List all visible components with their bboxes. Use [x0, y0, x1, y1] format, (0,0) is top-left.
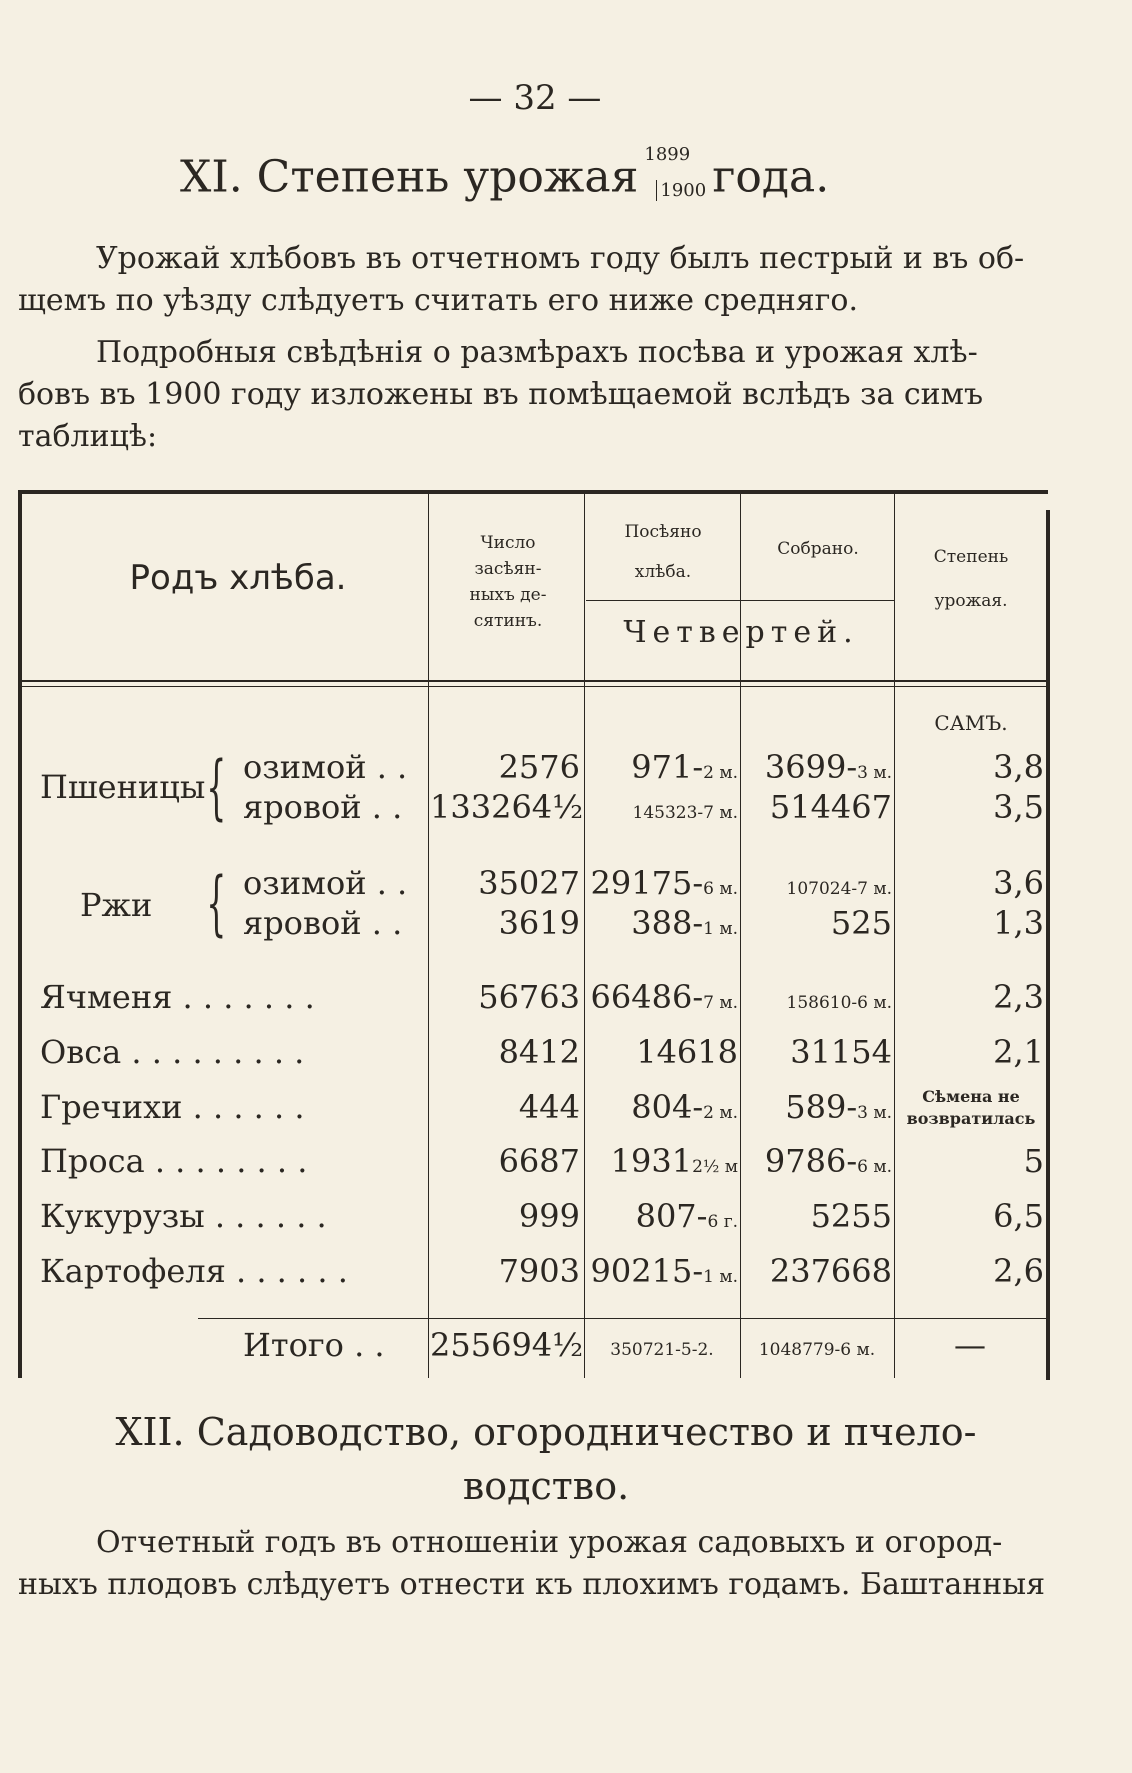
brace-icon: { [206, 862, 227, 944]
cell-sown-unit: 1 м. [703, 1267, 738, 1287]
cell-sown-value: 388- [631, 904, 704, 942]
row-label: Картофеля . . . . . . [40, 1252, 348, 1290]
cell-yield: 2,1 [993, 1033, 1044, 1071]
cell-sown [586, 748, 738, 786]
col-divider [584, 490, 585, 1378]
row-label: Ячменя . . . . . . . [40, 978, 315, 1016]
cell-collected-value: 3699- [764, 748, 858, 786]
cell-area: 444 [518, 1088, 580, 1126]
cell-yield: 3,5 [993, 788, 1044, 826]
col-divider [894, 490, 895, 1378]
header-yield [898, 535, 1044, 623]
cell-collected-unit: 3 м. [857, 1103, 892, 1123]
header-area [438, 530, 578, 634]
cell-sown [586, 1197, 738, 1235]
cell-area: 7903 [498, 1252, 580, 1290]
cell-area: 2576 [498, 748, 580, 786]
header-yield-line: Степень [933, 547, 1009, 567]
paragraph-line: Урожай хлѣбовъ въ отчетномъ году былъ пестрый и въ об- [96, 241, 1025, 276]
cell-area: 133264½ [430, 788, 584, 826]
header-bottom-rule [18, 680, 1050, 682]
row-label: Овса . . . . . . . . . [40, 1033, 305, 1071]
header-crop: Родъ хлѣба. [129, 558, 347, 598]
paragraph-line: Отчетный годъ въ отношеніи урожая садовыхъ и огород- [96, 1525, 1003, 1560]
cell-collected [742, 1142, 892, 1180]
cell-sown-value: 14618 [636, 1033, 738, 1071]
header-collected: Собрано. [777, 539, 859, 559]
paragraph-harvest [18, 238, 1048, 322]
cell-area: 56763 [478, 978, 580, 1016]
cell-sown-value: 90215- [590, 1252, 704, 1290]
cell-sown-unit: 6 м. [703, 879, 738, 899]
cell-area: 8412 [498, 1033, 580, 1071]
cell-yield: 2,6 [993, 1252, 1044, 1290]
row-label: Кукурузы . . . . . . [40, 1197, 327, 1235]
cell-collected-value: 514467 [769, 788, 892, 826]
sub-label: яровой . . [243, 788, 403, 826]
cell-collected-unit: 107024-7 м. [786, 879, 892, 899]
section-12-title-line: XII. Садоводство, огородничество и пчело- [115, 1410, 977, 1454]
cell-yield: 2,3 [993, 978, 1044, 1016]
header-sown-line: хлѣба. [634, 562, 692, 582]
header-sown-line: Посѣяно [624, 522, 702, 542]
section-11-title [180, 144, 830, 210]
cell-yield: 5 [1023, 1142, 1044, 1180]
paragraph-line: щемъ по уѣзду слѣдуетъ считать его ниже средняго. [18, 283, 858, 318]
total-yield: — [954, 1326, 986, 1364]
cell-sown-unit: 2 м. [703, 1103, 738, 1123]
cell-sown [586, 904, 738, 942]
cell-collected-value: 525 [830, 904, 892, 942]
cell-yield: 1,3 [993, 904, 1044, 942]
section-11-title-text: XI. Степень урожая [180, 151, 639, 203]
cell-sown-unit: 145323-7 м. [632, 803, 738, 823]
cell-sown-value: 1931 [610, 1142, 693, 1180]
cell-sown-unit: 6 г. [707, 1212, 738, 1232]
cell-area: 35027 [478, 864, 580, 902]
cell-area: 6687 [498, 1142, 580, 1180]
cell-sown [586, 1252, 738, 1290]
paragraph-details [18, 332, 1048, 458]
cell-collected [742, 904, 892, 942]
cell-collected-value: 5255 [810, 1197, 892, 1235]
cell-collected-unit: 3 м. [857, 763, 892, 783]
cell-sown [586, 1088, 738, 1126]
page-number: — 32 — [468, 78, 602, 118]
header-yield-line: урожая. [934, 591, 1008, 611]
total-rule [198, 1318, 1050, 1319]
cell-sown-value: 807- [635, 1197, 708, 1235]
sub-label: озимой . . [243, 748, 408, 786]
cell-collected-value: 237668 [769, 1252, 892, 1290]
cell-collected [742, 788, 892, 826]
cell-sown-unit: 1 м. [703, 919, 738, 939]
cell-collected-unit: 6 м. [857, 1157, 892, 1177]
cell-yield: 6,5 [993, 1197, 1044, 1235]
section-12-title-line: водство. [462, 1464, 630, 1508]
cell-collected [742, 1088, 892, 1126]
header-area-line: ныхъ де- [469, 585, 547, 605]
row-label: Проса . . . . . . . . [40, 1142, 308, 1180]
cell-collected-value: 31154 [790, 1033, 892, 1071]
total-area: 255694½ [430, 1326, 584, 1364]
section-11-title-suffix: года. [712, 151, 830, 203]
cell-area: 999 [518, 1197, 580, 1235]
header-area-line: засѣян- [474, 559, 542, 579]
cell-sown [586, 978, 738, 1016]
header-measure: Четвертей. [623, 615, 859, 650]
cell-collected [742, 1252, 892, 1290]
cell-sown-value: 971- [631, 748, 704, 786]
cell-sown-unit: 2 м. [703, 763, 738, 783]
header-sub-rule [586, 600, 894, 601]
cell-sown [586, 788, 738, 826]
brace-icon: { [206, 746, 227, 828]
total-sown: 350721-5-2. [610, 1340, 714, 1360]
cell-collected-value: 589- [785, 1088, 858, 1126]
sub-label: яровой . . [243, 904, 403, 942]
paragraph-line: ныхъ плодовъ слѣдуетъ отнести къ плохимъ годамъ. Баштанныя [18, 1567, 1046, 1602]
total-label: Итого . . [243, 1326, 385, 1364]
paragraph-gardening [18, 1522, 1048, 1606]
cell-sown [586, 864, 738, 902]
paragraph-line: бовъ въ 1900 году изложены въ помѣщаемой вслѣдъ за симъ [18, 377, 984, 412]
harvest-table [18, 490, 1053, 1380]
cell-sown-value: 29175- [590, 864, 704, 902]
paragraph-line: таблицѣ: [18, 419, 158, 454]
cell-yield: 3,8 [993, 748, 1044, 786]
cell-collected [742, 864, 892, 902]
header-unit: САМЪ. [934, 711, 1008, 735]
table-left-border [18, 490, 22, 1378]
cell-sown [586, 1142, 738, 1180]
header-area-line: сятинъ. [473, 611, 543, 631]
year-fraction-bottom: 1900 [656, 180, 706, 201]
row-label: Гречихи . . . . . . [40, 1088, 305, 1126]
cell-sown-value: 66486- [590, 978, 704, 1016]
year-fraction [644, 144, 707, 210]
col-divider [428, 490, 429, 1378]
year-fraction-top: 1899 [644, 144, 691, 165]
header-area-line: Число [480, 533, 536, 553]
header-bottom-rule-2 [18, 686, 1050, 687]
cell-yield: 3,6 [993, 864, 1044, 902]
group-label-rye: Ржи [80, 886, 153, 924]
cell-sown-value: 804- [631, 1088, 704, 1126]
cell-collected [742, 748, 892, 786]
cell-collected [742, 1033, 892, 1071]
table-right-border [1046, 510, 1050, 1380]
group-label-wheat: Пшеницы [40, 768, 206, 806]
section-12-title [66, 1405, 1026, 1513]
sub-label: озимой . . [243, 864, 408, 902]
cell-area: 3619 [498, 904, 580, 942]
paragraph-line: Подробныя свѣдѣнія о размѣрахъ посѣва и урожая хлѣ- [96, 335, 978, 370]
cell-collected-unit: 158610-6 м. [786, 993, 892, 1013]
cell-yield-note: Сѣмена не возвратилась [906, 1087, 1036, 1128]
header-sown [588, 512, 738, 592]
total-collected: 1048779-6 м. [758, 1340, 876, 1360]
cell-sown-unit: 2½ м [692, 1157, 738, 1177]
cell-sown [586, 1033, 738, 1071]
cell-sown-unit: 7 м. [703, 993, 738, 1013]
cell-collected [742, 1197, 892, 1235]
cell-collected [742, 978, 892, 1016]
cell-collected-value: 9786- [764, 1142, 858, 1180]
